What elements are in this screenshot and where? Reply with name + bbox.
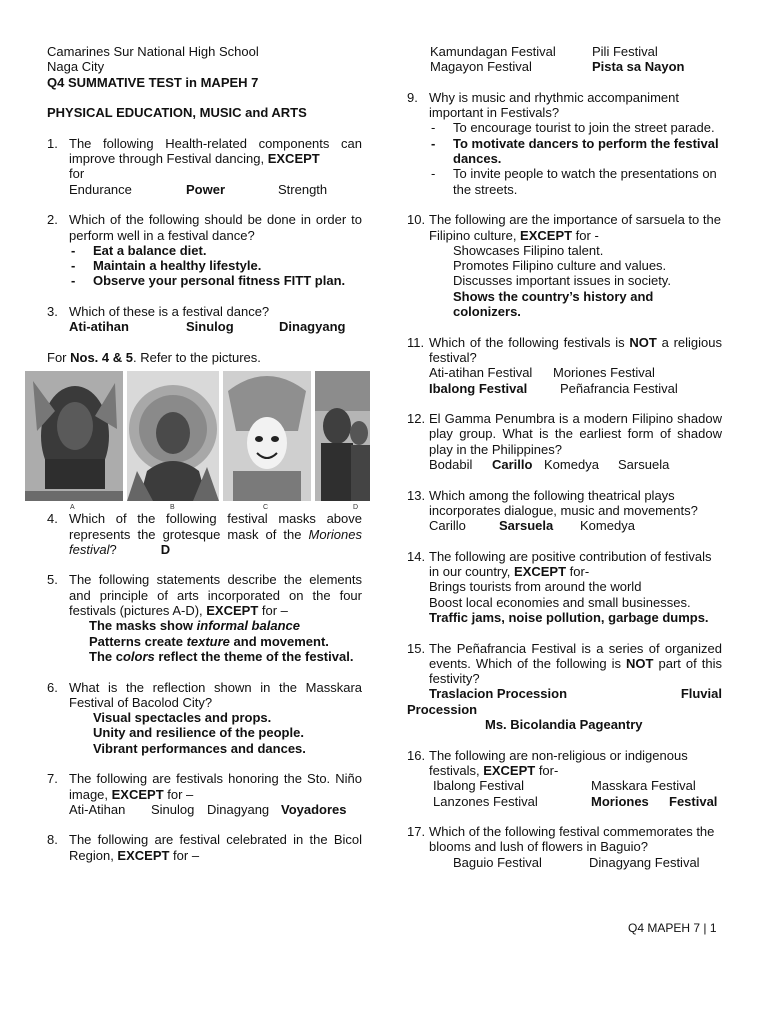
answer: D <box>160 541 171 557</box>
question-9: 9. Why is music and rhythmic accompaniment important in Festivals? - To encourage tourist to join the street parade. - To motivate dancers to perform the festival dances. - To invite people to watch the presentations on the streets. <box>407 90 722 197</box>
left-column <box>47 44 362 863</box>
list-item: Visual spectacles and props. <box>93 710 272 726</box>
subject-title: PHYSICAL EDUCATION, MUSIC and ARTS <box>47 105 307 121</box>
document-header <box>47 44 362 120</box>
list-item: Brings tourists from around the world <box>429 579 642 595</box>
picture-label: C <box>263 504 269 512</box>
list-item: Boost local economies and small businesses. <box>429 594 691 610</box>
answer-options: Endurance Power Strength <box>69 181 328 197</box>
list-item: The colors reflect the theme of the festival. <box>89 648 354 664</box>
list-item: - Maintain a healthy lifestyle. <box>69 258 362 273</box>
question-11: 11. Which of the following festivals is NOT a religious festival? Ati-atihan Festival Moriones Festival Ibalong Festival Peñafrancia Festival <box>407 334 722 396</box>
list-item: Discusses important issues in society. <box>453 273 671 289</box>
question-5: 5. The following statements describe the elements and principle of arts incorporated on the four festivals (pictures A-D), EXCEPT for – The masks show informal balance Patterns create texture and movement. The colors reflect the theme of the festival. <box>47 572 362 664</box>
list-item: The masks show informal balance <box>89 618 300 634</box>
question-12: 12. El Gamma Penumbra is a modern Filipino shadow play group. What is the earliest form of shadow play in the Philippines? Bodabil Carillo Komedya Sarsuela <box>407 411 722 473</box>
test-title: Q4 SUMMATIVE TEST in MAPEH 7 <box>47 74 259 90</box>
list-item: Patterns create texture and movement. <box>89 633 329 649</box>
question-2: 2. Which of the following should be done in order to perform well in a festival dance? - Eat a balance diet. - Maintain a healthy lifestyle. - Observe your personal fitness FITT plan. <box>47 212 362 288</box>
question-number: 1. <box>47 135 58 151</box>
refer-note: For Nos. 4 & 5. Refer to the pictures. <box>47 349 261 365</box>
question-17: 17. Which of the following festival commemorates the blooms and lush of flowers in Baguio? Baguio Festival Dinagyang Festival <box>407 824 715 870</box>
question-10: 10. The following are the importance of sarsuela to the Filipino culture, EXCEPT for - Showcases Filipino talent. Promotes Filipino culture and values. Discusses important issues in society. Shows the country’s history and colonizers. <box>407 212 721 320</box>
city-name: Naga City <box>47 59 105 75</box>
school-name: Camarines Sur National High School <box>47 44 259 59</box>
list-item: - Observe your personal fitness FITT plan. <box>69 273 362 288</box>
question-6: 6. What is the reflection shown in the Masskara Festival of Bacolod City? Visual spectacles and props. Unity and resilience of the people. Vibrant performances and dances. <box>47 679 362 756</box>
list-item: - To encourage tourist to join the street parade. <box>429 120 722 135</box>
question-16: 16. The following are non-religious or indigenous festivals, EXCEPT for- Ibalong Festival Masskara Festival Lanzones Festival Moriones Festival <box>407 747 718 809</box>
list-item: - To invite people to watch the presentations on the streets. <box>429 166 722 197</box>
question-13: 13. Which among the following theatrical plays incorporates dialogue, music and movements? Carillo Sarsuela Komedya <box>407 487 698 534</box>
list-item: Unity and resilience of the people. <box>93 725 304 741</box>
picture-label: B <box>170 504 175 512</box>
list-item: Shows the country’s history and colonizers. <box>453 288 654 320</box>
question-7: 7. The following are festivals honoring the Sto. Niño image, EXCEPT for – Ati-Atihan Sinulog Dinagyang Voyadores <box>47 771 362 817</box>
picture-label: A <box>70 504 75 512</box>
answer-options: Ati-atihan Sinulog Dinagyang <box>69 319 346 335</box>
question-15: 15. The Peñafrancia Festival is a series of organized events. Which of the following is NOT part of this festivity? Traslacion Procession Fluvial <box>407 640 723 702</box>
picture-c <box>223 371 311 501</box>
festival-pictures <box>25 371 370 511</box>
picture-b <box>127 371 219 501</box>
list-item: - Eat a balance diet. <box>69 243 362 258</box>
question-8: 8. The following are festival celebrated in the Bicol Region, EXCEPT for – <box>47 832 362 863</box>
page-footer: Q4 MAPEH 7 | 1 <box>628 921 717 935</box>
question-1: 1. The following Health-related components can improve through Festival dancing, EXCEPT for Endurance Power Strength <box>47 135 362 197</box>
list-item: - To motivate dancers to perform the festival dances. <box>429 136 722 167</box>
list-item: Traffic jams, noise pollution, garbage dumps. <box>429 609 709 625</box>
question-14: 14. The following are positive contribution of festivals in our country, EXCEPT for- Brings tourists from around the world Boost local economies and small businesses. Traffic jams, noise pollution, garbage dumps. <box>407 549 722 625</box>
list-item: Promotes Filipino culture and values. <box>453 258 667 274</box>
right-column: Kamundagan Festival Pili Festival Magayon Festival Pista sa Nayon 9. Why is music and rhythmic accompaniment important in Festivals? - To encourage tourist to join the street parade. - To motivate dancers to perform the festival dances. - To invite people to watch the presentations on the streets. 10. The following are the importance of sarsuela to the Filipino culture, EXCEPT for - Showcases Filipino talent. Promotes Filipino culture and values. Discusses important issues in society. Shows the country’s history and colonizers. 11. Which of the following festivals is NOT a religious festival? Ati-atihan Festival Moriones Festival Ibalong Festival Peñafrancia Festival 12. El Gamma Penumbra is a modern Filipino shadow play group. What is the earliest form of shadow play in the Philippines? Bodabil Carillo Komedya Sarsuela 13. Which among the following theatrical plays incorporates dialogue, music and movements? Carillo Sarsuela Komedya 14. The following are positive contribution of festivals in our country, EXCEPT for- Brings tourists from around the world Boost local economies and small businesses. Traffic jams, noise pollution, garbage dumps. 15. The Peñafrancia Festival is a series of organized events. Which of the following is NOT part of this festivity? Traslacion Procession Fluvial Procession Ms. Bicolandia Pageantry 16. The following are non-religious or indigenous festivals, EXCEPT for- Ibalong Festival Masskara Festival Lanzones Festival Moriones Festival 17. Which of the following festival commemorates the blooms and lush of flowers in Baguio? Baguio Festival Dinagyang Festival <box>407 44 722 870</box>
answer-options: Ati-Atihan Sinulog Dinagyang Voyadores <box>69 801 347 817</box>
question-3: 3. Which of these is a festival dance? Ati-atihan Sinulog Dinagyang <box>47 304 362 335</box>
picture-d <box>315 371 370 501</box>
picture-a <box>25 371 123 501</box>
question-4: 4. Which of the following festival masks above represents the grotesque mask of the Moriones festival? D <box>47 511 362 557</box>
picture-label: D <box>353 504 359 512</box>
list-item: Vibrant performances and dances. <box>93 740 306 756</box>
q8-options: Kamundagan Festival Pili Festival Magayon Festival Pista sa Nayon <box>430 44 685 75</box>
list-item: Showcases Filipino talent. <box>453 242 604 258</box>
